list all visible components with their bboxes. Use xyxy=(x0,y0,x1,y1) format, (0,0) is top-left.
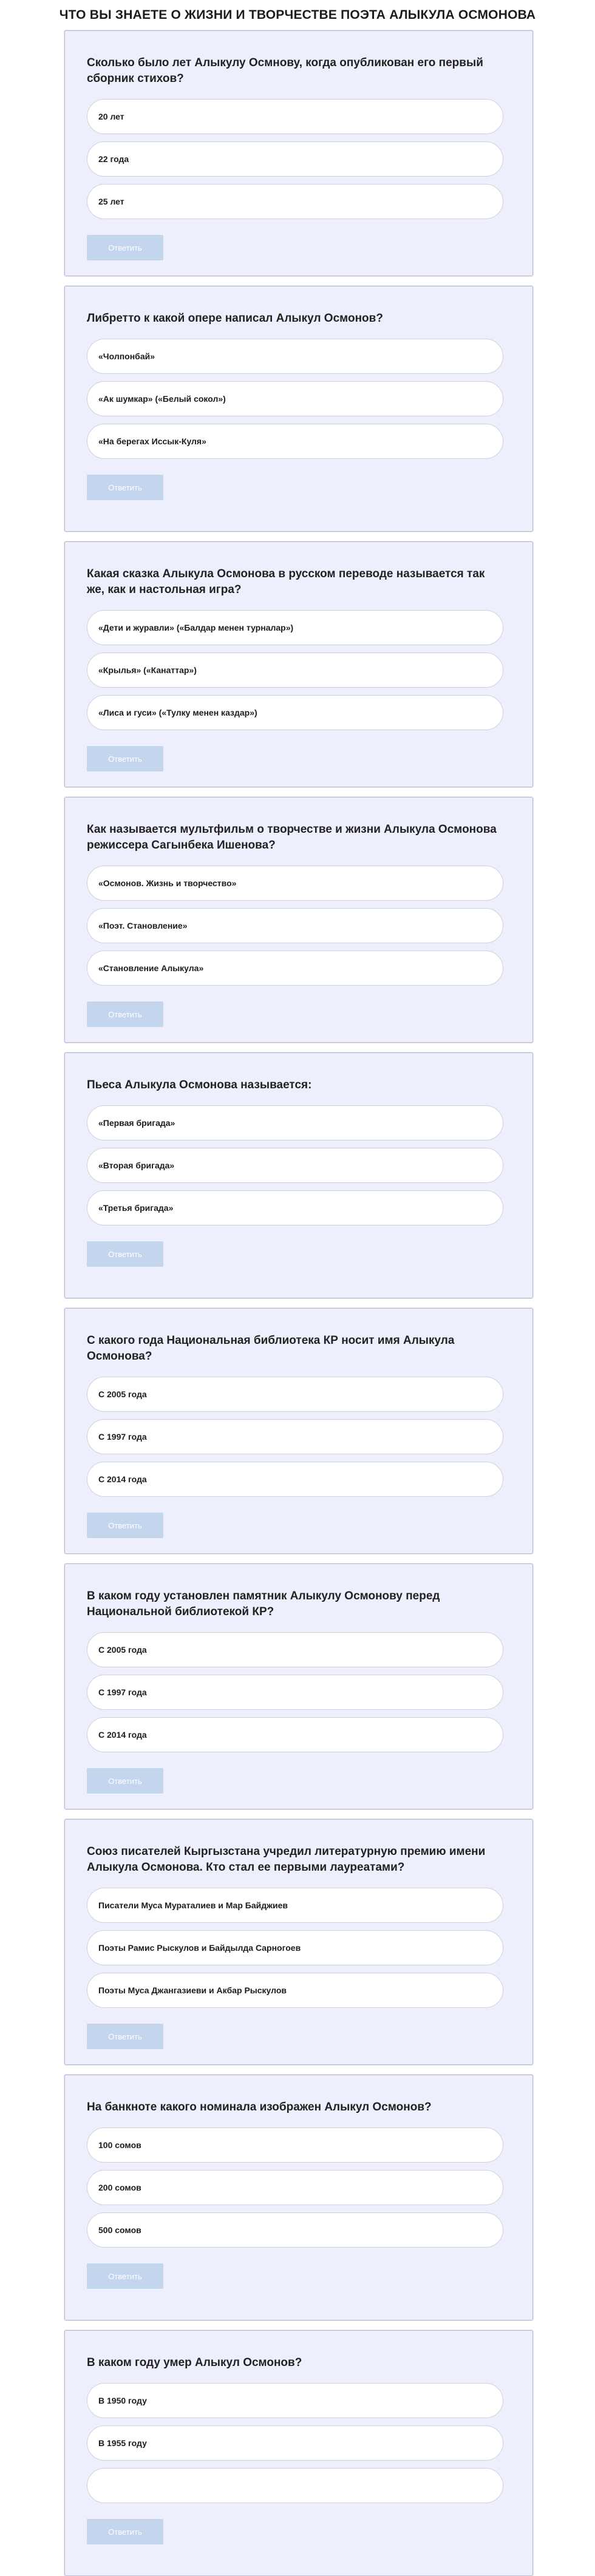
answer-list xyxy=(87,1377,503,1497)
answer-label: С 2014 года xyxy=(98,1474,147,1484)
answer-option[interactable] xyxy=(87,1419,503,1454)
answer-option[interactable] xyxy=(87,2170,503,2205)
answer-label: «Осмонов. Жизнь и творчество» xyxy=(98,878,237,888)
answer-option[interactable] xyxy=(87,2383,503,2418)
question-card xyxy=(64,2330,533,2576)
submit-answer-button[interactable]: Ответить xyxy=(87,2024,163,2049)
answer-option[interactable] xyxy=(87,1717,503,1752)
question-card xyxy=(64,2075,533,2320)
question-card xyxy=(64,1308,533,1554)
question-card xyxy=(64,1052,533,1298)
answer-option[interactable] xyxy=(87,2425,503,2461)
answer-option[interactable] xyxy=(87,339,503,374)
submit-answer-button[interactable]: Ответить xyxy=(87,2519,163,2544)
answer-option[interactable] xyxy=(87,1930,503,1965)
answer-option[interactable] xyxy=(87,184,503,219)
answer-list xyxy=(87,1632,503,1752)
answer-label: 500 сомов xyxy=(98,2225,141,2235)
answer-label: 20 лет xyxy=(98,112,124,121)
submit-answer-button[interactable]: Ответить xyxy=(87,1768,163,1794)
answer-option[interactable] xyxy=(87,1973,503,2008)
answer-label: «Становление Алыкула» xyxy=(98,963,204,973)
submit-answer-button[interactable]: Ответить xyxy=(87,1513,163,1538)
answer-label: В 1950 году xyxy=(98,2396,147,2405)
answer-label: «На берегах Иссык-Куля» xyxy=(98,436,206,446)
answer-list xyxy=(87,610,503,730)
submit-answer-button[interactable]: Ответить xyxy=(87,235,163,260)
answer-option[interactable] xyxy=(87,652,503,688)
question-card xyxy=(64,541,533,787)
answer-option[interactable] xyxy=(87,866,503,901)
answer-list xyxy=(87,1105,503,1225)
answer-option[interactable] xyxy=(87,424,503,459)
answer-option[interactable] xyxy=(87,951,503,986)
submit-answer-button[interactable]: Ответить xyxy=(87,2263,163,2289)
submit-answer-button[interactable]: Ответить xyxy=(87,1241,163,1267)
answer-list xyxy=(87,339,503,459)
submit-answer-button[interactable]: Ответить xyxy=(87,475,163,500)
answer-label: Поэты Муса Джангазиеви и Акбар Рыскулов xyxy=(98,1985,287,1995)
answer-option[interactable] xyxy=(87,1105,503,1141)
question-card xyxy=(64,30,533,276)
answer-label: С 2005 года xyxy=(98,1389,147,1399)
answer-label: «Третья бригада» xyxy=(98,1203,174,1213)
answer-option[interactable] xyxy=(87,99,503,134)
answer-list xyxy=(87,2383,503,2503)
answer-label: «Ак шумкар» («Белый сокол») xyxy=(98,394,226,404)
page-title: ЧТО ВЫ ЗНАЕТЕ О ЖИЗНИ И ТВОРЧЕСТВЕ ПОЭТА АЛЫКУЛА ОСМОНОВА xyxy=(59,8,536,22)
answer-label: «Крылья» («Канаттар») xyxy=(98,665,197,675)
answer-list xyxy=(87,866,503,986)
answer-label: С 1997 года xyxy=(98,1432,147,1442)
question-text: На банкноте какого номинала изображен Алыкул Осмонов? xyxy=(87,2101,432,2113)
answer-label: «Чолпонбай» xyxy=(98,351,155,361)
answer-list xyxy=(87,1888,503,2008)
question-text: Как называется мультфильм о творчестве и жизни Алыкула Осмонова режиссера Сагынбека Ишенова? xyxy=(87,823,497,852)
answer-label: 100 сомов xyxy=(98,2140,141,2150)
answer-option[interactable] xyxy=(87,2468,503,2503)
answer-option[interactable] xyxy=(87,2127,503,2163)
answer-option[interactable] xyxy=(87,141,503,177)
answer-option[interactable] xyxy=(87,695,503,730)
answer-option[interactable] xyxy=(87,1190,503,1225)
answer-option[interactable] xyxy=(87,610,503,645)
question-text: В каком году установлен памятник Алыкулу Осмонову перед Национальной библиотекой КР? xyxy=(87,1590,440,1618)
answer-option[interactable] xyxy=(87,2212,503,2248)
question-text: Какая сказка Алыкула Осмонова в русском переводе называется так же, как и настольная игра? xyxy=(87,568,485,596)
answer-list xyxy=(87,2127,503,2248)
question-card xyxy=(64,1564,533,1809)
answer-option[interactable] xyxy=(87,908,503,943)
answer-label: «Первая бригада» xyxy=(98,1118,175,1128)
question-text: В каком году умер Алыкул Осмонов? xyxy=(87,2356,302,2369)
answer-label: 22 года xyxy=(98,154,129,164)
answer-option[interactable] xyxy=(87,1148,503,1183)
question-text: Сколько было лет Алыкулу Осмнову, когда опубликован его первый сборник стихов? xyxy=(87,56,483,85)
question-text: С какого года Национальная библиотека КР носит имя Алыкула Осмонова? xyxy=(87,1334,455,1363)
answer-option[interactable] xyxy=(87,1632,503,1667)
answer-label: С 2014 года xyxy=(98,1730,147,1740)
answer-label: С 1997 года xyxy=(98,1687,147,1697)
answer-label: С 2005 года xyxy=(98,1645,147,1655)
question-text: Союз писателей Кыргызстана учредил литературную премию имени Алыкула Осмонова. Кто стал ее первыми лауреатами? xyxy=(87,1845,486,1874)
answer-option[interactable] xyxy=(87,1888,503,1923)
question-card xyxy=(64,1819,533,2065)
question-text: Пьеса Алыкула Осмонова называется: xyxy=(87,1079,312,1091)
answer-label: «Лиса и гуси» («Тулку менен каздар») xyxy=(98,708,257,717)
answer-label: 25 лет xyxy=(98,197,124,206)
answer-label: «Поэт. Становление» xyxy=(98,921,188,930)
answer-list xyxy=(87,99,503,219)
answer-label: Поэты Рамис Рыскулов и Байдылда Сарногоев xyxy=(98,1943,301,1953)
answer-label: 200 сомов xyxy=(98,2183,141,2192)
answer-option[interactable] xyxy=(87,1462,503,1497)
answer-label: «Дети и журавли» («Балдар менен турналар») xyxy=(98,623,294,632)
question-card xyxy=(64,797,533,1043)
question-text: Либретто к какой опере написал Алыкул Осмонов? xyxy=(87,312,383,325)
submit-answer-button[interactable]: Ответить xyxy=(87,1002,163,1027)
answer-label: «Вторая бригада» xyxy=(98,1161,175,1170)
answer-option[interactable] xyxy=(87,1377,503,1412)
answer-label: В 1955 году xyxy=(98,2438,147,2448)
question-card xyxy=(64,286,533,532)
answer-option[interactable] xyxy=(87,381,503,416)
submit-answer-button[interactable]: Ответить xyxy=(87,746,163,771)
answer-option[interactable] xyxy=(87,1675,503,1710)
answer-label: Писатели Муса Мураталиев и Мар Байджиев xyxy=(98,1900,288,1910)
